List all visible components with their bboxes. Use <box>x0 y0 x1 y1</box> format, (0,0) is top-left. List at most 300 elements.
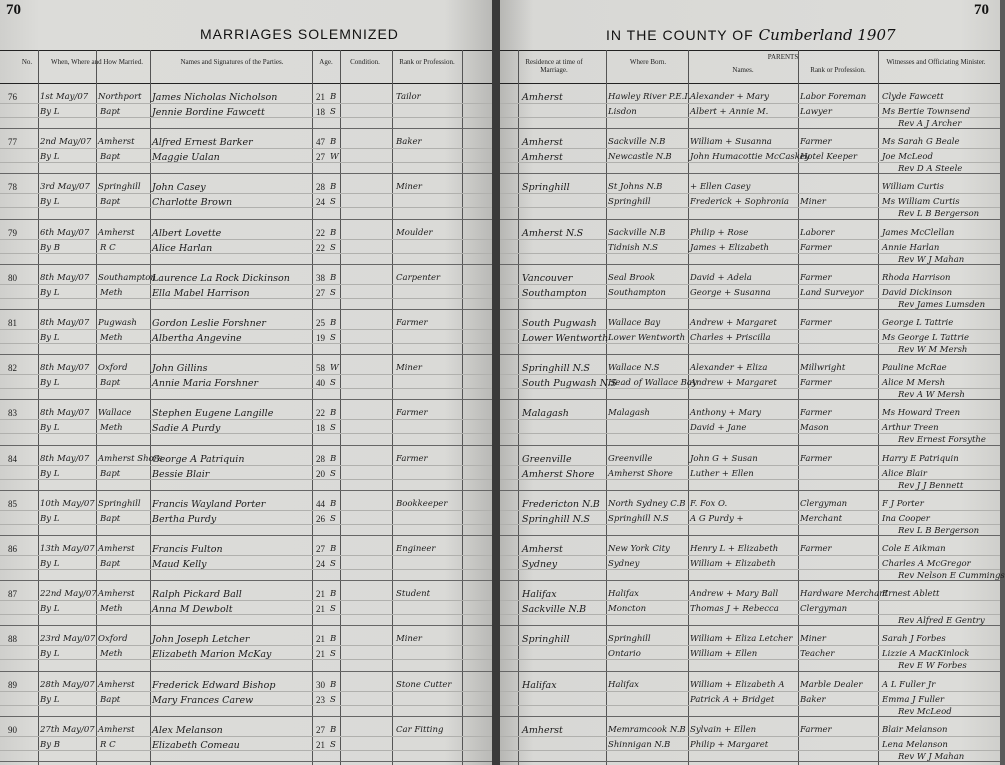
groom-residence: Fredericton N.B <box>522 498 600 510</box>
bride-residence: Sackville N.B <box>522 604 587 616</box>
marriage-date: 23rd May/07 <box>40 634 96 645</box>
bride-age: 24 <box>316 197 325 208</box>
header-residence: Residence at time of Marriage. <box>525 58 583 74</box>
bride-name: Bessie Blair <box>152 468 210 480</box>
line-guide <box>0 736 494 737</box>
groom-father-rank: Farmer <box>800 408 832 419</box>
column-rule <box>312 50 313 765</box>
groom-birthplace: Greenville <box>608 453 653 464</box>
groom-residence: Springhill <box>522 182 570 194</box>
bride-parents: Albert + Annie M. <box>690 107 769 117</box>
witness-two: Arthur Treen <box>882 423 939 434</box>
denomination: Meth <box>100 604 123 615</box>
witness-one: William Curtis <box>882 182 944 193</box>
bride-parents: John Humacottie McCaskey <box>690 152 810 163</box>
line-guide <box>498 103 1000 104</box>
bride-birthplace: Newcastle N.B <box>608 152 672 163</box>
witness-two: Joe McLeod <box>882 152 933 163</box>
line-guide <box>0 600 494 601</box>
groom-father-rank: Farmer <box>800 137 832 148</box>
entry-separator <box>0 309 494 310</box>
bride-condition: S <box>330 287 336 298</box>
marriage-date: 8th May/07 <box>40 363 90 374</box>
line-guide <box>498 253 1000 254</box>
bride-condition: S <box>330 197 336 208</box>
bride-name: Annie Maria Forshner <box>152 378 259 390</box>
licence-type: By L <box>40 468 60 479</box>
line-guide <box>0 103 494 104</box>
bride-birthplace: Tidnish N.S <box>608 242 658 253</box>
marriage-place: Springhill <box>98 498 141 509</box>
groom-father-rank: Farmer <box>800 544 832 554</box>
groom-residence: Halifax <box>522 679 557 691</box>
witness-one: Ms Howard Treen <box>882 408 961 419</box>
bride-name: Maggie Ualan <box>152 152 220 164</box>
line-guide <box>498 555 1000 556</box>
bride-father-rank: Hotel Keeper <box>800 152 858 163</box>
line-guide <box>0 691 494 692</box>
line-guide <box>0 419 494 420</box>
line-guide <box>0 329 494 330</box>
right-page <box>498 0 1005 765</box>
officiating-minister: Rev A W Mersh <box>898 390 965 401</box>
groom-birthplace: Springhill <box>608 634 651 645</box>
line-guide <box>498 659 1000 660</box>
entry-separator <box>0 716 494 717</box>
marriage-place: Amherst <box>98 137 135 148</box>
entry-number: 85 <box>8 498 17 509</box>
denomination: Bapt <box>100 107 121 117</box>
groom-parents: Henry L + Elizabeth <box>690 544 779 554</box>
bride-age: 27 <box>316 287 325 298</box>
groom-profession: Bookkeeper <box>396 498 448 509</box>
denomination: Bapt <box>100 513 121 524</box>
bride-parents: Frederick + Sophronia <box>690 197 789 208</box>
bride-age: 40 <box>316 378 325 389</box>
bride-condition: S <box>330 378 336 389</box>
line-guide <box>0 239 494 240</box>
officiating-minister: Rev Nelson E Cummings <box>898 571 1005 581</box>
bride-birthplace: Lisdon <box>608 107 637 117</box>
marriage-place: Oxford <box>98 634 128 645</box>
denomination: Meth <box>100 423 123 434</box>
bride-name: Elizabeth Marion McKay <box>152 649 272 661</box>
column-rule <box>462 50 463 765</box>
entry-separator <box>0 173 494 174</box>
left-page <box>0 0 494 765</box>
bride-condition: S <box>330 423 336 434</box>
witness-one: Blair Melanson <box>882 724 948 735</box>
header-parents-names: Names. <box>732 66 754 74</box>
bride-residence: Sydney <box>522 559 558 570</box>
groom-condition: W <box>330 363 339 374</box>
groom-father-rank: Farmer <box>800 453 832 464</box>
column-rule <box>340 50 341 765</box>
header-witnesses: Witnesses and Officiating Minister. <box>886 58 986 66</box>
witness-one: Harry E Patriquin <box>882 453 959 464</box>
licence-type: By L <box>40 559 60 569</box>
groom-father-rank: Hardware Merchant <box>800 589 889 600</box>
bride-condition: S <box>330 107 336 117</box>
bride-condition: S <box>330 333 336 343</box>
marriage-date: 8th May/07 <box>40 272 90 283</box>
witness-one: Clyde Fawcett <box>882 92 944 102</box>
witness-two: Ms Bertie Townsend <box>882 107 971 117</box>
marriage-place: Amherst <box>98 589 135 600</box>
entry-separator <box>0 671 494 672</box>
line-guide <box>498 117 1000 118</box>
entry-number: 79 <box>8 227 17 238</box>
marriage-place: Oxford <box>98 363 128 374</box>
bride-name: Maud Kelly <box>152 559 207 570</box>
bride-birthplace: Springhill <box>608 197 651 208</box>
denomination: R C <box>100 739 116 750</box>
groom-profession: Miner <box>396 363 422 374</box>
groom-residence: Halifax <box>522 589 557 601</box>
header-names: Names and Signatures of the Parties. <box>180 58 284 66</box>
marriage-place: Amherst <box>98 679 135 690</box>
bride-name: Charlotte Brown <box>152 197 233 209</box>
bride-father-rank: Teacher <box>800 649 835 660</box>
groom-name: John Gillins <box>152 363 208 375</box>
groom-name: Albert Lovette <box>152 227 222 239</box>
groom-age: 22 <box>316 408 325 419</box>
officiating-minister: Rev W J Mahan <box>898 751 965 762</box>
groom-birthplace: Sackville N.B <box>608 137 666 148</box>
bride-parents: William + Elizabeth <box>690 559 776 569</box>
groom-father-rank: Farmer <box>800 272 832 283</box>
bride-parents: William + Ellen <box>690 649 758 660</box>
groom-name: Laurence La Rock Dickinson <box>152 272 290 284</box>
entry-separator <box>0 264 494 265</box>
book-gutter <box>492 0 500 765</box>
marriage-place: Amherst Shore <box>98 453 163 464</box>
groom-name: John Joseph Letcher <box>152 634 250 646</box>
marriage-place: Northport <box>98 92 142 102</box>
bride-age: 24 <box>316 559 325 569</box>
licence-type: By B <box>40 242 60 253</box>
line-guide <box>498 419 1000 420</box>
line-guide <box>0 465 494 466</box>
bride-parents: Philip + Margaret <box>690 739 769 750</box>
groom-parents: David + Adela <box>690 272 752 283</box>
marriage-date: 8th May/07 <box>40 318 90 328</box>
line-guide <box>498 600 1000 601</box>
marriage-date: 22nd May/07 <box>40 589 97 600</box>
denomination: Bapt <box>100 694 121 705</box>
bride-name: Jennie Bordine Fawcett <box>152 107 265 118</box>
witness-one: A L Fuller Jr <box>882 679 936 690</box>
groom-profession: Student <box>396 589 431 600</box>
groom-residence: Amherst <box>522 92 563 103</box>
groom-birthplace: Wallace N.S <box>608 363 660 374</box>
officiating-minister: Rev A J Archer <box>898 119 962 129</box>
denomination: Bapt <box>100 197 121 208</box>
witness-one: George L Tattrie <box>882 318 954 328</box>
licence-type: By L <box>40 152 60 163</box>
bride-father-rank: Farmer <box>800 242 832 253</box>
groom-parents: Anthony + Mary <box>690 408 762 419</box>
groom-condition: B <box>330 92 337 102</box>
bride-age: 21 <box>316 739 325 750</box>
marriage-place: Pugwash <box>98 318 137 328</box>
bride-residence: Springhill N.S <box>522 513 590 525</box>
bride-condition: S <box>330 513 336 524</box>
bride-name: Bertha Purdy <box>152 513 217 525</box>
entry-number: 86 <box>8 544 17 554</box>
bride-father-rank: Farmer <box>800 378 832 389</box>
groom-condition: B <box>330 272 337 283</box>
groom-parents: John G + Susan <box>690 453 758 464</box>
licence-type: By L <box>40 423 60 434</box>
groom-parents: Andrew + Mary Ball <box>690 589 779 600</box>
groom-parents: Sylvain + Ellen <box>690 724 757 735</box>
marriage-date: 27th May/07 <box>40 724 95 735</box>
bride-condition: S <box>330 739 336 750</box>
witness-two: David Dickinson <box>882 287 953 298</box>
left-page-number: 70 <box>6 2 21 18</box>
header-when-where: When, Where and How Married. <box>50 58 143 66</box>
bride-birthplace: Head of Wallace Bay <box>608 378 697 389</box>
entry-number: 77 <box>8 137 17 148</box>
entry-number: 78 <box>8 182 17 193</box>
groom-residence: Greenville <box>522 453 572 465</box>
bride-father-rank: Miner <box>800 197 826 208</box>
bride-father-rank: Merchant <box>800 513 842 524</box>
officiating-minister: Rev McLeod <box>898 706 952 717</box>
bride-parents: George + Susanna <box>690 287 771 298</box>
bride-parents: Patrick A + Bridget <box>690 694 775 705</box>
denomination: Bapt <box>100 468 121 479</box>
marriage-place: Amherst <box>98 227 135 238</box>
groom-residence: South Pugwash <box>522 318 597 329</box>
bride-residence: Lower Wentworth <box>522 333 609 344</box>
groom-birthplace: Malagash <box>608 408 650 419</box>
bride-condition: W <box>330 152 339 163</box>
entry-number: 88 <box>8 634 17 645</box>
entry-number: 89 <box>8 679 17 690</box>
officiating-minister: Rev D A Steele <box>898 164 963 175</box>
entry-number: 87 <box>8 589 17 600</box>
groom-age: 28 <box>316 182 325 193</box>
groom-name: Frederick Edward Bishop <box>152 679 276 691</box>
groom-profession: Engineer <box>396 544 436 554</box>
marriage-place: Amherst <box>98 724 135 735</box>
line-guide <box>498 193 1000 194</box>
groom-condition: B <box>330 634 337 645</box>
denomination: Meth <box>100 649 123 660</box>
groom-age: 28 <box>316 453 325 464</box>
groom-profession: Stone Cutter <box>396 679 452 690</box>
denomination: Meth <box>100 287 123 298</box>
groom-birthplace: Memramcook N.B <box>608 724 686 735</box>
groom-profession: Car Fitting <box>396 724 444 735</box>
header-profession: Rank or Profession. <box>399 58 455 66</box>
marriage-date: 8th May/07 <box>40 453 90 464</box>
groom-age: 38 <box>316 272 325 283</box>
officiating-minister: Rev J J Bennett <box>898 480 964 491</box>
header-age: Age. <box>319 58 333 66</box>
groom-residence: Springhill <box>522 634 570 646</box>
bride-age: 20 <box>316 468 325 479</box>
groom-condition: B <box>330 679 337 690</box>
bride-age: 23 <box>316 694 325 705</box>
line-guide <box>498 736 1000 737</box>
licence-type: By L <box>40 378 60 389</box>
groom-birthplace: Seal Brook <box>608 272 656 283</box>
column-rule <box>38 50 39 765</box>
denomination: Meth <box>100 333 123 343</box>
header-parents-rank: Rank or Profession. <box>810 66 866 74</box>
bride-condition: S <box>330 468 336 479</box>
line-guide <box>0 148 494 149</box>
bride-condition: S <box>330 559 336 569</box>
bride-birthplace: Sydney <box>608 559 640 569</box>
denomination: R C <box>100 242 116 253</box>
bride-parents: Luther + Ellen <box>690 468 754 479</box>
bride-father-rank: Baker <box>800 694 826 705</box>
bride-age: 18 <box>316 423 325 434</box>
marriage-date: 3rd May/07 <box>40 182 90 193</box>
groom-residence: Amherst <box>522 544 563 555</box>
groom-age: 30 <box>316 679 325 690</box>
groom-age: 22 <box>316 227 325 238</box>
marriage-date: 6th May/07 <box>40 227 90 238</box>
groom-name: George A Patriquin <box>152 453 245 465</box>
witness-one: Sarah J Forbes <box>882 634 946 645</box>
groom-age: 47 <box>316 137 325 148</box>
bride-condition: S <box>330 242 336 253</box>
groom-parents: Alexander + Eliza <box>690 363 768 374</box>
left-page-title: MARRIAGES SOLEMNIZED <box>200 26 399 42</box>
bride-age: 27 <box>316 152 325 163</box>
line-guide <box>498 374 1000 375</box>
denomination: Bapt <box>100 378 121 389</box>
bride-age: 21 <box>316 649 325 660</box>
groom-profession: Miner <box>396 634 422 645</box>
officiating-minister: Rev W J Mahan <box>898 254 965 265</box>
groom-birthplace: North Sydney C.B <box>608 498 686 509</box>
entry-separator <box>0 128 494 129</box>
column-rule <box>150 50 151 765</box>
line-guide <box>498 239 1000 240</box>
entry-separator <box>0 219 494 220</box>
groom-father-rank: Millwright <box>800 363 846 374</box>
witness-two: Lena Melanson <box>882 739 948 750</box>
groom-residence: Amherst N.S <box>522 227 584 239</box>
groom-condition: B <box>330 498 337 509</box>
denomination: Bapt <box>100 152 121 163</box>
line-guide <box>498 750 1000 751</box>
line-guide <box>498 329 1000 330</box>
groom-parents: Philip + Rose <box>690 227 749 238</box>
line-guide <box>498 645 1000 646</box>
groom-name: James Nicholas Nicholson <box>152 92 278 103</box>
groom-residence: Malagash <box>522 408 569 420</box>
groom-parents: William + Susanna <box>690 137 772 148</box>
groom-birthplace: St Johns N.B <box>608 182 663 193</box>
bride-parents: Thomas J + Rebecca <box>690 604 779 615</box>
bride-age: 26 <box>316 513 325 524</box>
groom-father-rank: Farmer <box>800 318 832 328</box>
groom-name: Alfred Ernest Barker <box>152 137 253 149</box>
groom-residence: Amherst <box>522 724 563 736</box>
header-born: Where Born. <box>629 58 667 66</box>
bride-parents: James + Elizabeth <box>690 242 770 253</box>
officiating-minister: Rev E W Forbes <box>898 661 967 672</box>
witness-one: Pauline McRae <box>882 363 947 374</box>
bride-birthplace: Lower Wentworth <box>608 333 686 343</box>
witness-two: Ina Cooper <box>882 513 930 524</box>
entry-number: 90 <box>8 724 17 735</box>
entry-number: 81 <box>8 318 17 328</box>
groom-age: 27 <box>316 724 325 735</box>
bride-age: 18 <box>316 107 325 117</box>
groom-father-rank: Laborer <box>800 227 835 238</box>
groom-name: Francis Fulton <box>152 544 223 555</box>
marriage-date: 28th May/07 <box>40 679 95 690</box>
groom-father-rank: Farmer <box>800 724 832 735</box>
groom-condition: B <box>330 453 337 464</box>
marriage-date: 8th May/07 <box>40 408 90 419</box>
groom-condition: B <box>330 724 337 735</box>
marriage-place: Amherst <box>98 544 135 554</box>
bride-residence: Amherst <box>522 152 563 164</box>
entry-number: 76 <box>8 92 17 102</box>
bride-birthplace: Southampton <box>608 287 666 298</box>
line-guide <box>498 433 1000 434</box>
line-guide <box>498 207 1000 208</box>
groom-profession: Tailor <box>396 92 421 102</box>
witness-two: Charles A McGregor <box>882 559 971 569</box>
groom-profession: Baker <box>396 137 422 148</box>
right-page-title <box>606 26 896 44</box>
entry-separator <box>0 445 494 446</box>
bride-name: Mary Frances Carew <box>152 694 254 706</box>
groom-condition: B <box>330 544 337 554</box>
column-rule <box>518 50 519 765</box>
header-condition: Condition. <box>350 58 380 66</box>
groom-profession: Miner <box>396 182 422 193</box>
groom-parents: William + Elizabeth A <box>690 679 785 690</box>
licence-type: By L <box>40 333 60 343</box>
bride-age: 19 <box>316 333 325 343</box>
line-guide <box>498 148 1000 149</box>
bride-parents: Andrew + Margaret <box>690 378 777 389</box>
groom-name: Ralph Pickard Ball <box>152 589 242 601</box>
bride-name: Albertha Angevine <box>152 333 242 344</box>
groom-name: John Casey <box>152 182 206 194</box>
bride-father-rank: Mason <box>800 423 829 434</box>
entry-separator <box>0 490 494 491</box>
entry-number: 84 <box>8 453 17 464</box>
groom-father-rank: Labor Foreman <box>800 92 867 102</box>
groom-age: 58 <box>316 363 325 374</box>
groom-parents: + Ellen Casey <box>690 182 751 193</box>
groom-condition: B <box>330 408 337 419</box>
entry-number: 82 <box>8 363 17 374</box>
bride-name: Anna M Dewbolt <box>152 604 233 616</box>
officiating-minister: Rev Alfred E Gentry <box>898 616 985 627</box>
entry-separator <box>0 580 494 581</box>
witness-two: Lizzie A MacKinlock <box>882 649 970 660</box>
licence-type: By L <box>40 694 60 705</box>
witness-one: Ms Sarah G Beale <box>882 137 960 148</box>
witness-two: Alice M Mersh <box>882 378 946 389</box>
marriage-date: 13th May/07 <box>40 544 95 554</box>
officiating-minister: Rev L B Bergerson <box>898 209 980 220</box>
line-guide <box>0 193 494 194</box>
